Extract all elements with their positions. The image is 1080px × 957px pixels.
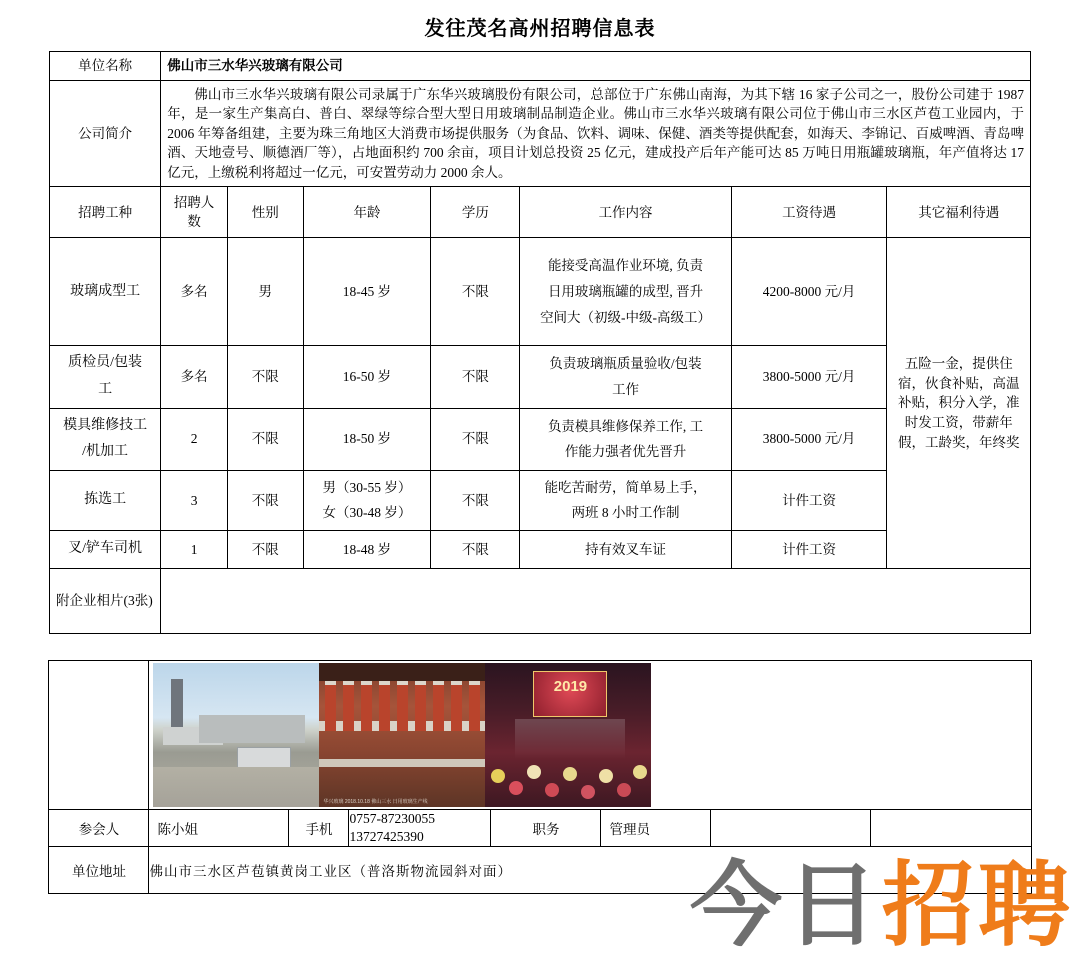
job-content: 持有效叉车证 (520, 531, 731, 569)
job-content-line: 能接受高温作业环境, 负责 (547, 258, 704, 274)
annual-party-photo (485, 663, 651, 807)
job-age: 18-45 岁 (303, 238, 431, 346)
photo-detail (397, 681, 408, 731)
balloon (545, 783, 559, 797)
balloon (617, 783, 631, 797)
photos-strip-cell (149, 661, 1031, 810)
job-age: 16-50 岁 (303, 346, 431, 408)
job-gender: 不限 (227, 531, 303, 569)
job-content-line: 负责模具维修保养工作, 工 (547, 418, 704, 434)
photo-detail (451, 681, 462, 731)
job-position: 拣选工 (50, 470, 161, 530)
job-age-line: 女（30-48 岁） (322, 505, 412, 521)
stage-year-text: 2019 (553, 678, 588, 696)
job-position-line: 质检员/包装 (68, 355, 143, 371)
job-count: 3 (161, 470, 228, 530)
photo-detail (469, 681, 480, 731)
job-content-line: 工作 (612, 381, 640, 397)
factory-exterior-photo (153, 663, 319, 807)
header-content: 工作内容 (520, 187, 731, 238)
header-position: 招聘工种 (50, 187, 161, 238)
photo-detail (415, 681, 426, 731)
stage-screen (533, 671, 607, 717)
job-position: 玻璃成型工 (50, 238, 161, 346)
job-education: 不限 (431, 408, 520, 470)
company-intro-paragraph: 佛山市三水华兴玻璃有限公司录属于广东华兴玻璃股份有限公司，总部位于广东佛山南海，为其下辖 16 家子公司之一，股份公司建于 1987 年，是一家生产集高白、普白、翠绿等综合型大型日用玻璃制品制造企业。佛山市三水华兴玻璃有限公司位于佛山市三水区芦苞工业园内，于 2006 年筹备组建，主要为珠三角地区大消费市场提供服务（为食品、饮料、调味、保健、酒类等提供配套，如海天、李锦记、百威啤酒、青岛啤酒、天地壹号、顺德酒厂等），占地面积约 700 余亩，项目计划总投资 25 亿元，建成投产后年产能可达 85 万吨日用瓶罐玻璃瓶，年产值将达 17 亿元，上缴税利将超过一亿元，可安置劳动力 2000 余人。 (167, 86, 1024, 180)
watermark-gray-text: 今日 (689, 855, 882, 957)
photo-detail (343, 681, 354, 731)
table-row (50, 408, 1031, 470)
photo-detail (199, 715, 305, 743)
photo-detail (361, 681, 372, 731)
attendee-label: 参会人 (49, 810, 149, 847)
photo-detail (319, 759, 485, 767)
photos-row-left-cell (49, 661, 149, 810)
job-position (50, 346, 161, 408)
job-salary: 3800-5000 元/月 (731, 346, 887, 408)
photo-detail (485, 759, 651, 807)
job-content (520, 470, 731, 530)
job-content-line: 作能力强者优先晋升 (564, 444, 687, 460)
contact-spacer-cell-1 (711, 810, 871, 847)
photos-row (49, 661, 1031, 810)
balloon (491, 769, 505, 783)
job-position (50, 408, 161, 470)
job-age-line: 男（30-55 岁） (322, 479, 412, 495)
job-position: 叉/铲车司机 (50, 531, 161, 569)
watermark-orange-text: 招聘 (881, 855, 1074, 957)
job-salary: 计件工资 (731, 470, 887, 530)
header-count: 招聘人数 (161, 187, 228, 238)
job-gender: 不限 (227, 408, 303, 470)
job-content (520, 346, 731, 408)
header-salary: 工资待遇 (731, 187, 887, 238)
table-row (50, 470, 1031, 530)
job-content-line: 日用玻璃瓶罐的成型, 晋升 (547, 284, 704, 300)
company-intro-value (161, 80, 1031, 187)
photos-label-row (50, 569, 1031, 634)
job-gender: 不限 (227, 470, 303, 530)
page-title: 发往茂名高州招聘信息表 (424, 18, 656, 40)
job-content (520, 408, 731, 470)
jobs-header-row (50, 187, 1031, 238)
job-content-line: 两班 8 小时工作制 (571, 505, 680, 521)
balloon (563, 767, 577, 781)
photo-detail (379, 681, 390, 731)
job-count: 多名 (161, 238, 228, 346)
contact-spacer-cell-2 (871, 810, 1031, 847)
job-position-line: /机加工 (82, 444, 129, 460)
production-line-photo (319, 663, 485, 807)
recruitment-table (49, 51, 1031, 634)
photo-detail (237, 747, 291, 769)
photo-detail (433, 681, 444, 731)
company-intro-label: 公司简介 (50, 80, 161, 187)
job-content-line: 能吃苦耐劳，简单易上手， (544, 479, 707, 495)
job-count: 多名 (161, 346, 228, 408)
photos-label-empty-cell (161, 569, 1031, 634)
header-education: 学历 (431, 187, 520, 238)
photo-detail (325, 681, 336, 731)
balloon (527, 765, 541, 779)
company-intro-row (50, 80, 1031, 187)
table-row (50, 346, 1031, 408)
address-label: 单位地址 (49, 847, 149, 894)
job-salary: 4200-8000 元/月 (731, 238, 887, 346)
balloon (633, 765, 647, 779)
job-education: 不限 (431, 346, 520, 408)
photos-and-contact-table (48, 660, 1031, 894)
table-row (50, 531, 1031, 569)
mobile-label: 手机 (289, 810, 349, 847)
job-content-line: 负责玻璃瓶质量验收/包装 (549, 356, 702, 372)
job-salary: 计件工资 (731, 531, 887, 569)
contact-row (49, 810, 1031, 847)
address-value: 佛山市三水区芦苞镇黄岗工业区（普洛斯物流园斜对面） (149, 847, 1031, 894)
benefits-cell: 五险一金，提供住宿，伙食补贴，高温补贴，积分入学，准时发工资，带薪年假，工龄奖，年终奖 (887, 238, 1031, 569)
job-age: 18-48 岁 (303, 531, 431, 569)
job-education: 不限 (431, 470, 520, 530)
address-row (49, 847, 1031, 894)
mobile-value-line1: 0757-87230055 (349, 811, 435, 827)
header-age: 年龄 (303, 187, 431, 238)
mobile-value-line2: 13727425390 (349, 829, 424, 845)
photos-label: 附企业相片(3张) (50, 569, 161, 634)
job-position-line: 模具维修技工 (63, 417, 148, 433)
balloon (581, 785, 595, 799)
photo-strip (149, 661, 1030, 809)
job-position-line: 工 (98, 381, 113, 397)
section-gap (0, 634, 1080, 660)
company-name-row (50, 52, 1031, 81)
job-salary: 3800-5000 元/月 (731, 408, 887, 470)
photo-detail (153, 767, 319, 807)
photo-detail (515, 719, 625, 759)
job-education: 不限 (431, 238, 520, 346)
mobile-value (349, 810, 491, 847)
company-name-label: 单位名称 (50, 52, 161, 81)
position-value: 管理员 (601, 810, 711, 847)
job-content (520, 238, 731, 346)
attendee-value: 陈小姐 (149, 810, 289, 847)
position-label: 职务 (491, 810, 601, 847)
job-content-line: 空间大（初级-中级-高级工） (540, 309, 712, 325)
job-education: 不限 (431, 531, 520, 569)
job-count: 1 (161, 531, 228, 569)
job-age (303, 470, 431, 530)
job-count: 2 (161, 408, 228, 470)
photo-watermark-caption: 华兴玻璃 2018.10.18 佛山三水 日用玻璃生产线 (323, 798, 428, 805)
job-gender: 男 (227, 238, 303, 346)
balloon (599, 769, 613, 783)
header-gender: 性别 (227, 187, 303, 238)
table-row (50, 238, 1031, 346)
job-age: 18-50 岁 (303, 408, 431, 470)
company-name-value: 佛山市三水华兴玻璃有限公司 (161, 52, 1031, 81)
header-benefits: 其它福利待遇 (887, 187, 1031, 238)
balloon (509, 781, 523, 795)
job-gender: 不限 (227, 346, 303, 408)
photo-detail (319, 663, 485, 681)
